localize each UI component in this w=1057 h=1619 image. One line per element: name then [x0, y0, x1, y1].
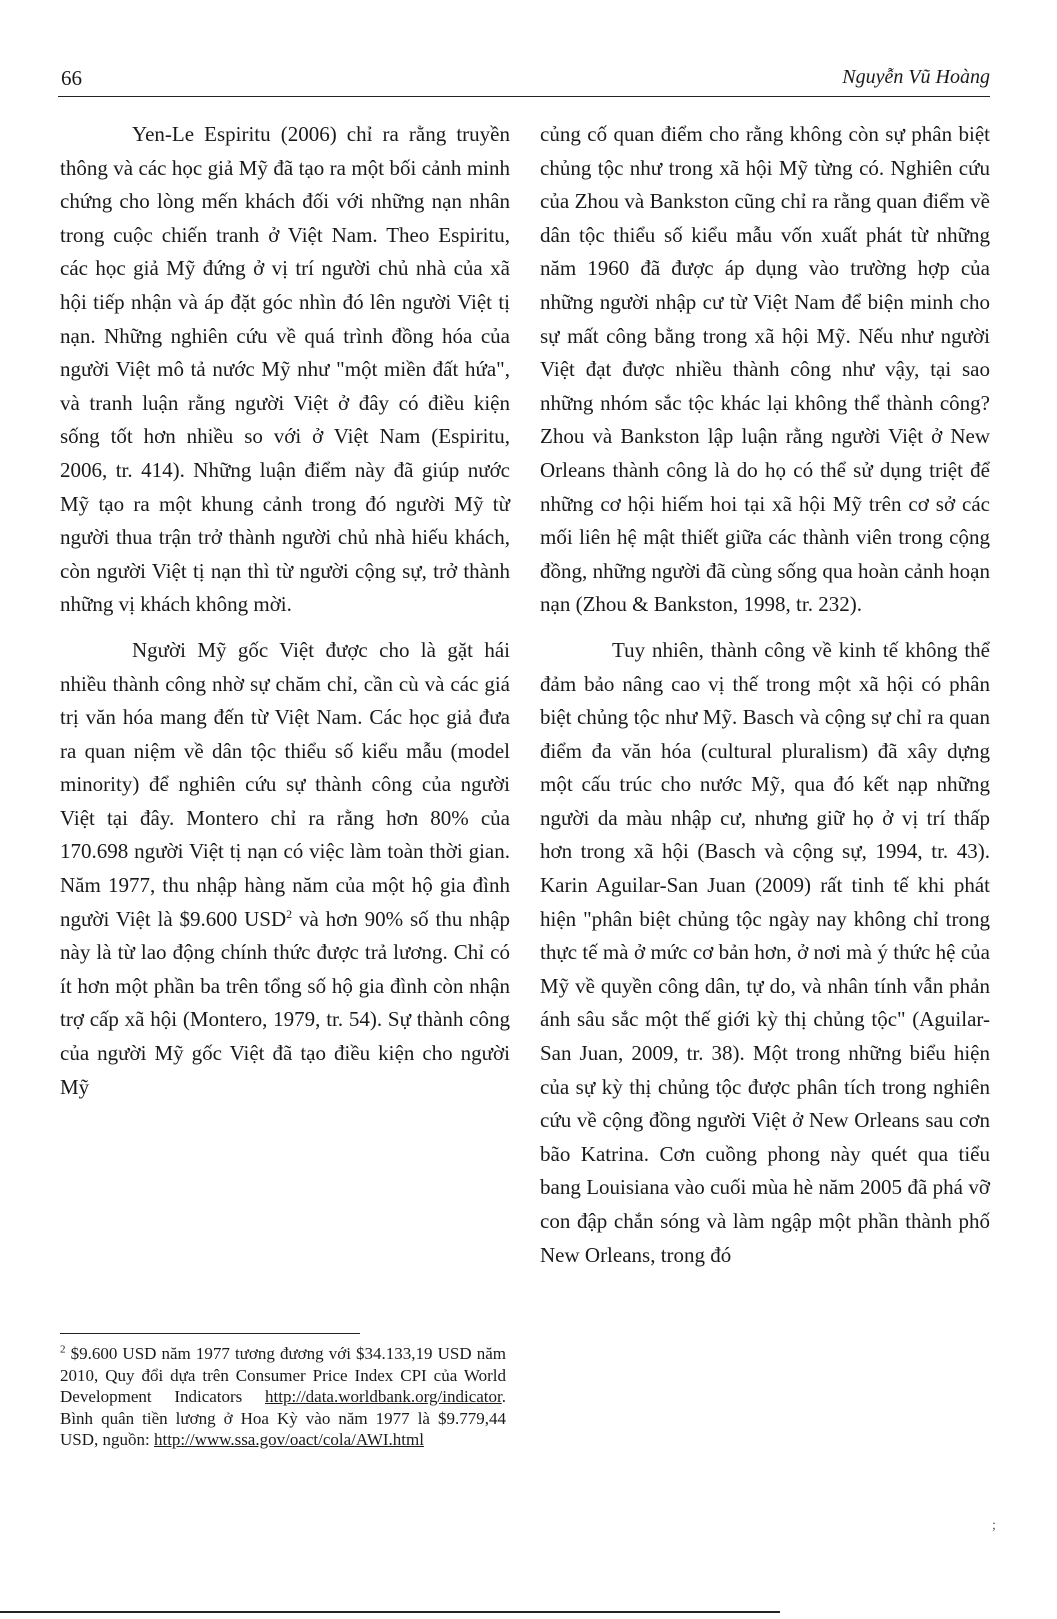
right-column	[540, 118, 990, 1272]
left-paragraph-2	[60, 634, 510, 1104]
footnote-marker: 2	[60, 1343, 66, 1356]
footnote-divider	[60, 1333, 360, 1334]
page-number: 66	[61, 66, 82, 90]
left-paragraph-1: Yen-Le Espiritu (2006) chỉ ra rằng truyền thông và các học giả Mỹ đã tạo ra một bối cảnh minh chứng cho lòng mến khách đối với những nạn nhân trong cuộc chiến tranh ở Việt Nam. Theo Espiritu, các học giả Mỹ đứng ở vị trí người chủ nhà của xã hội tiếp nhận và áp đặt góc nhìn đó lên người Việt tị nạn. Những nghiên cứu về quá trình đồng hóa của người Việt mô tả nước Mỹ như "một miền đất hứa", và tranh luận rằng người Việt ở đây có điều kiện sống tốt hơn nhiều so với ở Việt Nam (Espiritu, 2006, tr. 414). Những luận điểm này đã giúp nước Mỹ tạo ra một khung cảnh trong đó người Mỹ từ người thua trận trở thành người chủ nhà hiếu khách, còn người Việt tị nạn thì từ người cộng sự, trở thành những vị khách không mời.	[60, 122, 510, 617]
left-paragraph-2-before-note: Người Mỹ gốc Việt được cho là gặt hái nhiều thành công nhờ sự chăm chỉ, cần cù và các giá trị văn hóa mang đến từ Việt Nam. Các học giả đưa ra quan niệm về dân tộc thiểu số kiểu mẫu (model minority) để nghiên cứu sự thành công của người Việt tại đây. Montero chỉ ra rằng hơn 80% của 170.698 người Việt tị nạn có việc làm toàn thời gian. Năm 1977, thu nhập hàng năm của một hộ gia đình người Việt là $9.600 USD	[60, 637, 510, 931]
bottom-edge-line	[0, 1611, 780, 1613]
left-column	[60, 118, 510, 1104]
right-paragraph-1: củng cố quan điểm cho rằng không còn sự phân biệt chủng tộc như trong xã hội Mỹ từng có. Nghiên cứu của Zhou và Bankston cũng chỉ ra rằng quan điểm về dân tộc thiểu số kiểu mẫu vốn xuất phát từ những năm 1960 đã được áp dụng vào trường hợp của những người nhập cư từ Việt Nam để biện minh cho sự mất công bằng trong xã hội Mỹ. Nếu như người Việt đạt được nhiều thành công như vậy, tại sao những nhóm sắc tộc khác lại không thể thành công? Zhou và Bankston lập luận rằng người Việt ở New Orleans thành công là do họ có thể sử dụng triệt để những cơ hội hiếm hoi tại xã hội Mỹ trên cơ sở các mối liên hệ mật thiết giữa các thành viên trong cộng đồng, những người đã cùng sống qua hoàn cảnh hoạn nạn (Zhou & Bankston, 1998, tr. 232).	[540, 122, 990, 617]
footnote-link-ssa[interactable]: http://www.ssa.gov/oact/cola/AWI.html	[153, 1430, 424, 1449]
page-speck: ;	[992, 1518, 996, 1533]
footnote	[60, 1343, 506, 1451]
left-paragraph-2-after-note: và hơn 90% số thu nhập này là từ lao động chính thức được trả lương. Chỉ có ít hơn một phần ba trên tổng số hộ gia đình còn nhận trợ cấp xã hội (Montero, 1979, tr. 54). Sự thành công của người Mỹ gốc Việt đã tạo điều kiện cho người Mỹ	[60, 906, 510, 1099]
footnote-link-worldbank[interactable]: http://data.worldbank.org/indicator	[265, 1387, 502, 1406]
running-header	[58, 64, 990, 97]
footnote-text-1: $9.600 USD năm 1977 tương đương với $34.133,19 USD năm 2010, Quy đổi dựa trên Consumer Price Index CPI của World Development Indicators	[60, 1344, 506, 1406]
footnote-reference[interactable]: 2	[286, 906, 293, 921]
running-head-author: Nguyễn Vũ Hoàng	[842, 66, 990, 88]
footnote-text-2: . Bình quân tiền lương ở Hoa Kỳ vào năm 1977 là $9.779,44 USD, nguồn:	[60, 1387, 506, 1449]
right-paragraph-2: Tuy nhiên, thành công về kinh tế không thể đảm bảo nâng cao vị thế trong một xã hội có phân biệt chủng tộc như Mỹ. Basch và cộng sự chỉ ra quan điểm đa văn hóa (cultural pluralism) đã xây dựng một cấu trúc cho nước Mỹ, qua đó kết nạp những người da màu nhập cư, nhưng giữ họ ở vị trí thấp hơn trong xã hội (Basch và cộng sự, 1994, tr. 43). Karin Aguilar-San Juan (2009) rất tinh tế khi phát hiện "phân biệt chủng tộc ngày nay không chỉ trong thực tế mà ở mức cơ bản hơn, ở nơi mà ý thức hệ của Mỹ về quyền công dân, tự do, và nhân tính vẫn phản ánh sâu sắc một thế giới kỳ thị chủng tộc" (Aguilar-San Juan, 2009, tr. 38). Một trong những biểu hiện của sự kỳ thị chủng tộc được phân tích trong nghiên cứu về cộng đồng người Việt ở New Orleans sau cơn bão Katrina. Cơn cuồng phong này quét qua tiểu bang Louisiana vào cuối mùa hè năm 2005 đã phá vỡ con đập chắn sóng và làm ngập một phần thành phố New Orleans, trong đó	[540, 637, 990, 1267]
